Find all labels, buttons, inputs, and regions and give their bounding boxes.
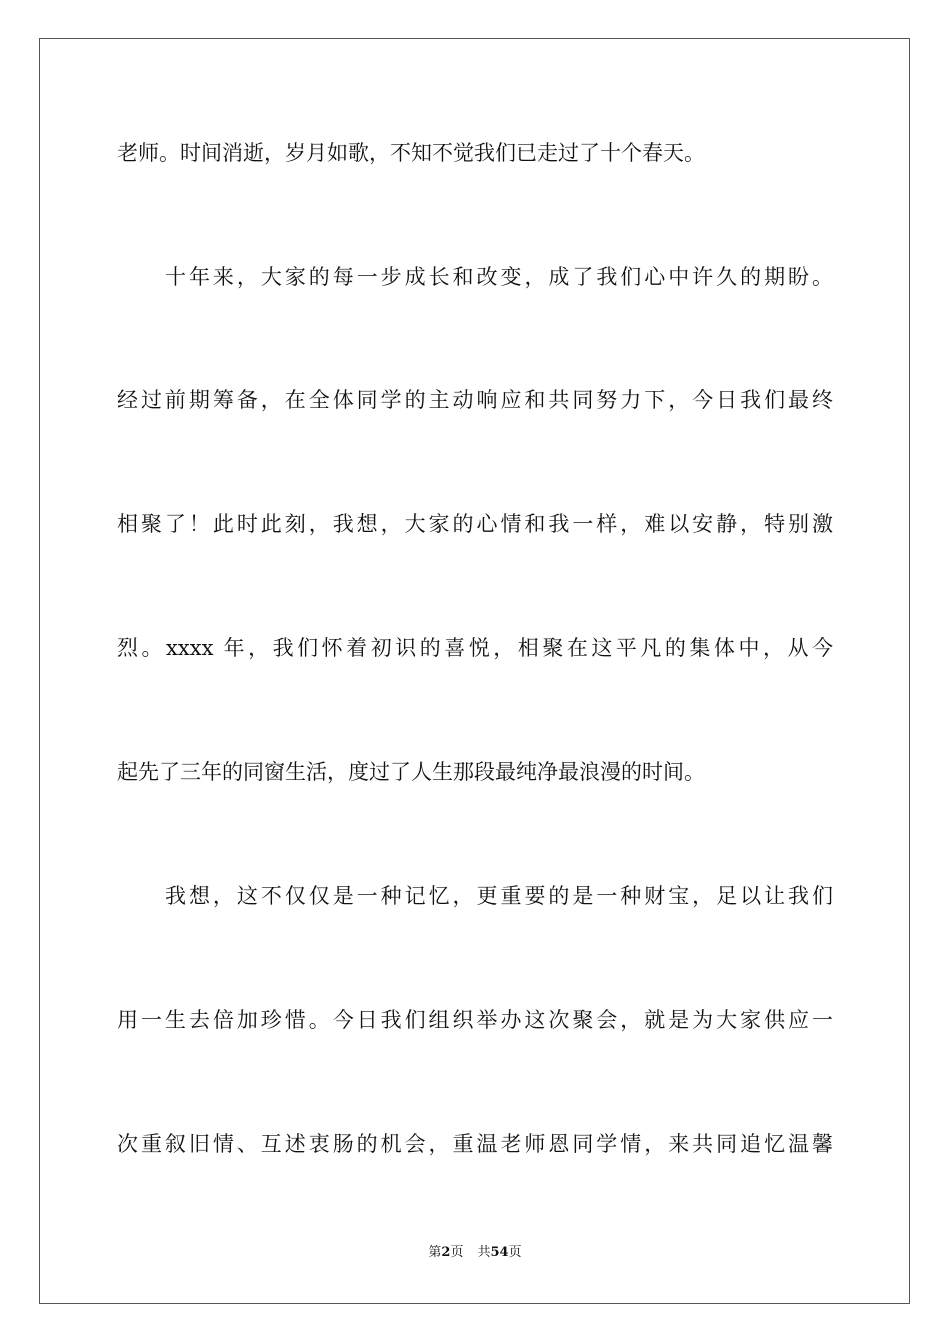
text-line: 老师。时间消逝，岁月如歌，不知不觉我们已走过了十个春天。 [117,141,705,165]
page-prefix: 第 [428,1245,442,1260]
total-suffix: 页 [508,1245,522,1260]
text-line: 我想，这不仅仅是一种记忆，更重要的是一种财宝，足以让我们 [165,884,833,908]
total-prefix: 共 [477,1245,491,1260]
page-suffix: 页 [450,1245,464,1260]
text-line: 烈。xxxx 年，我们怀着初识的喜悦，相聚在这平凡的集体中，从今 [117,636,833,660]
page-footer [0,1243,950,1263]
text-line: 起先了三年的同窗生活，度过了人生那段最纯净最浪漫的时间。 [117,760,705,784]
text-line: 用一生去倍加珍惜。今日我们组织举办这次聚会，就是为大家供应一 [117,1008,833,1032]
page-number: 2 [441,1245,451,1260]
total-pages: 54 [490,1245,509,1260]
text-line: 十年来，大家的每一步成长和改变，成了我们心中许久的期盼。 [165,265,833,289]
page-border [39,38,910,1304]
text-line: 相聚了！此时此刻，我想，大家的心情和我一样，难以安静，特别激 [117,512,833,536]
text-line: 经过前期筹备，在全体同学的主动响应和共同努力下，今日我们最终 [117,388,833,412]
text-line: 次重叙旧情、互述衷肠的机会，重温老师恩同学情，来共同追忆温馨 [117,1132,833,1156]
